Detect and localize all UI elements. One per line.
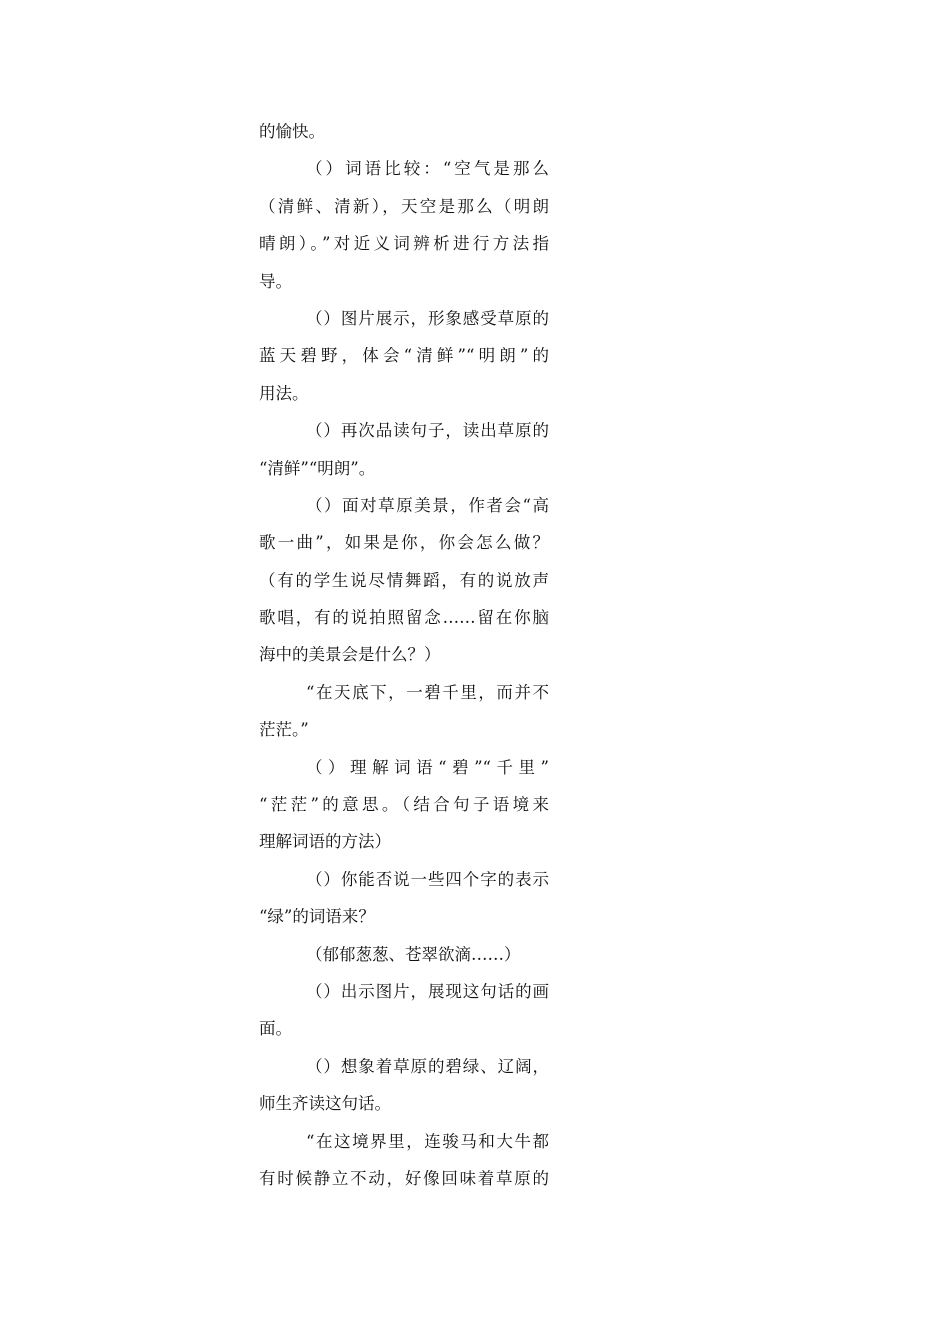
text-line: （）你能否说一些四个字的表示 (306, 869, 549, 889)
text-line: （）面对草原美景，作者会“高 (306, 495, 549, 515)
text-line: （）图片展示，形象感受草原的 (306, 308, 549, 328)
text-line: （）想象着草原的碧绿、辽阔， (306, 1056, 549, 1076)
text-line: 理解词语的方法） (259, 832, 391, 852)
text-column (259, 113, 549, 1197)
text-line: “茫茫”的意思。（结合句子语境来 (259, 795, 549, 815)
text-line: （清鲜、清新），天空是那么（明朗 (259, 196, 549, 216)
text-line: “在天底下，一碧千里，而并不 (306, 682, 549, 702)
text-line: 歌一曲”，如果是你，你会怎么做？ (259, 533, 549, 553)
text-line: （有的学生说尽情舞蹈，有的说放声 (259, 570, 549, 590)
text-line: （）再次品读句子，读出草原的 (306, 421, 549, 441)
text-line: 师生齐读这句话。 (259, 1094, 391, 1114)
text-line: 导。 (259, 271, 292, 291)
text-line: 有时候静立不动，好像回味着草原的 (259, 1168, 549, 1188)
text-line: 用法。 (259, 383, 309, 403)
text-line: （）理解词语“碧”“千里” (306, 757, 549, 777)
text-line: 歌唱，有的说拍照留念……留在你脑 (259, 608, 549, 628)
text-line: “绿”的词语来？ (259, 907, 375, 927)
text-line: （）出示图片，展现这句话的画 (306, 981, 549, 1001)
text-line: 的愉快。 (259, 122, 325, 141)
text-line: 蓝天碧野，体会“清鲜”“明朗”的 (259, 346, 549, 366)
text-line: （）词语比较：“空气是那么 (306, 159, 549, 179)
text-line: 晴朗）。”对近义词辨析进行方法指 (259, 234, 549, 254)
text-line: “在这境界里，连骏马和大牛都 (306, 1131, 549, 1151)
text-line: 茫茫。” (259, 720, 309, 740)
text-line: 海中的美景会是什么？） (259, 645, 441, 665)
text-line: 面。 (259, 1019, 292, 1039)
text-line: （郁郁葱葱、苍翠欲滴……） (306, 944, 521, 964)
text-line: “清鲜”“明朗”。 (259, 458, 376, 478)
